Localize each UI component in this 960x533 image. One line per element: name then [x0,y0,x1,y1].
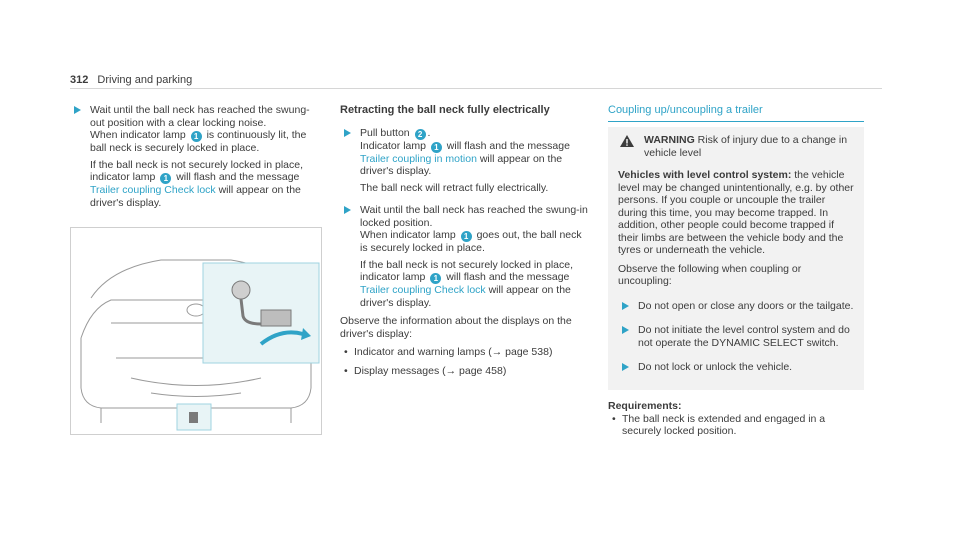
step-arrow-icon [74,106,81,114]
list-item[interactable]: • Display messages (→ page 458) [340,365,590,378]
step-wait-swung-in: Wait until the ball neck has reached the swung-in locked position. When indicator lamp 1 goes out, the ball neck is securely locked in place. If the ball neck is not securely locked in place, indicator lamp 1 will flash and the message Trailer coupling Check lock will appear on the driver's display. [340,204,590,309]
heading-rule [608,121,864,122]
indicator-1-icon: 1 [160,173,171,184]
requirements-heading: Requirements: [608,400,682,412]
step-arrow-icon [344,206,351,214]
column-3 [608,104,864,122]
step-wait-swung-out: Wait until the ball neck has reached the swung-out position with a clear locking noise. When indicator lamp 1 is continuously lit, the ball neck is securely locked in place. If the ball neck is not securely locked in place, indicator lamp 1 will flash and the message Trailer coupling Check lock will appear on the driver's display. [70,104,320,209]
list-item[interactable]: • Indicator and warning lamps (→ page 538) [340,346,590,359]
section-title: Driving and parking [97,74,193,86]
observe-text: Observe the information about the displays on the driver's display: [340,315,572,340]
message-link[interactable]: Trailer coupling Check lock [360,284,486,296]
car-rear-drawing [71,228,321,434]
indicator-1-icon: 1 [191,131,202,142]
list-item: Do not initiate the level control system and do not operate the DYNAMIC SELECT switch. [618,324,854,349]
page-number: 312 [70,74,89,86]
indicator-1-icon: 1 [431,142,442,153]
warning-body: Vehicles with level control system: the vehicle level may be changed unintentionally, e.g. by other persons. If you couple or uncouple the trailer during this time, you may become trapped. In addition, other people could become trapped if their limbs are between the vehicle body and the tyres or underneath the vehicle. [618,169,854,256]
step-arrow-icon [622,363,629,371]
list-item: • The ball neck is extended and engaged in a securely locked position. [608,413,864,438]
warning-triangle-icon [620,135,634,147]
step-pull-button: Pull button 2 . Indicator lamp 1 will flash and the message Trailer coupling in motion will appear on the driver's display. The ball neck will retract fully electrically. [340,127,590,195]
warning-header: WARNING Risk of injury due to a change in vehicle level [618,134,854,159]
list-item: Do not lock or unlock the vehicle. [618,361,854,374]
indicator-1-icon: 1 [430,273,441,284]
step-arrow-icon [622,326,629,334]
step-arrow-icon [622,302,629,310]
retract-heading: Retracting the ball neck fully electrically [340,104,550,116]
column-2 [340,104,590,383]
car-rear-illustration [70,227,322,435]
list-item: Do not open or close any doors or the tailgate. [618,300,854,313]
column-1 [70,104,320,215]
observe-text: Observe the following when coupling or uncoupling: [618,262,802,287]
header-divider [70,88,882,89]
button-2-icon: 2 [415,129,426,140]
message-link[interactable]: Trailer coupling in motion [360,152,477,165]
page-header [70,74,192,87]
message-link[interactable]: Trailer coupling Check lock [90,184,216,196]
requirements [608,400,864,444]
step-arrow-icon [344,129,351,137]
warning-box [608,127,864,390]
indicator-1-icon: 1 [461,231,472,242]
section-heading: Coupling up/uncoupling a trailer [608,104,763,116]
